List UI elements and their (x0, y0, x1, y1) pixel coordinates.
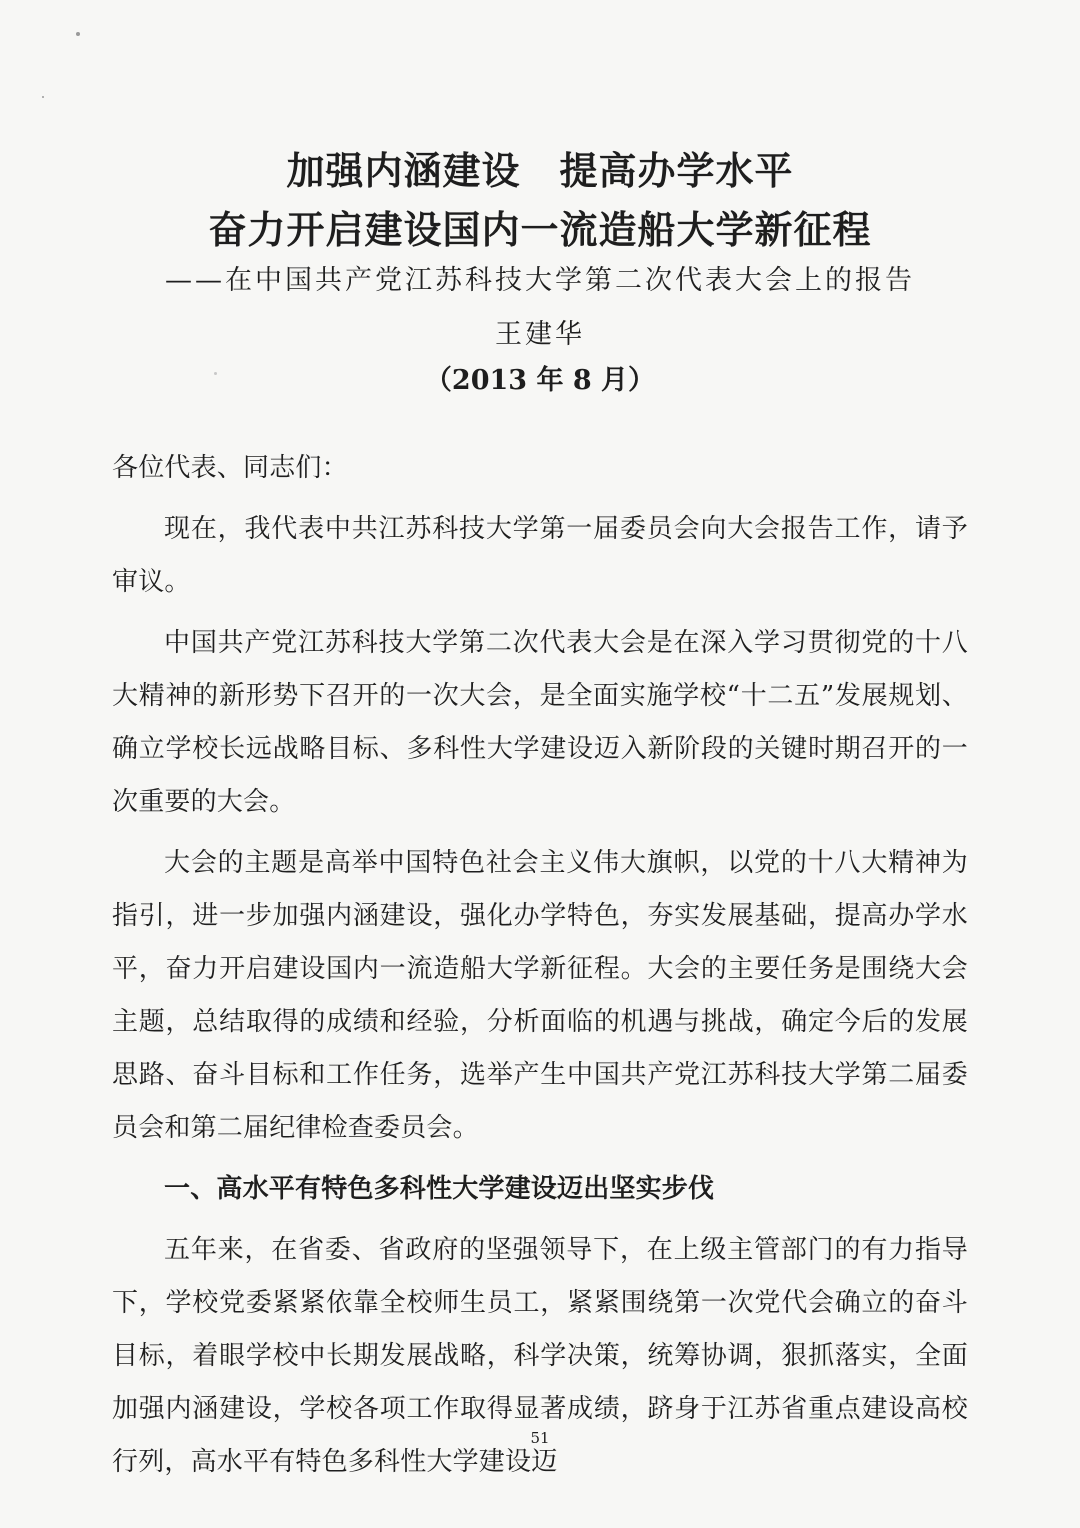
scan-speck (76, 32, 80, 36)
document-author: 王建华 (495, 319, 585, 350)
document-title-line-2: 奋力开启建设国内一流造船大学新征程 (208, 207, 872, 252)
document-title-line-1: 加强内涵建设 提高办学水平 (286, 148, 794, 193)
body-paragraph: 现在，我代表中共江苏科技大学第一届委员会向大会报告工作，请予审议。 (112, 514, 968, 597)
salutation: 各位代表、同志们： (112, 453, 348, 483)
section-heading: 一、高水平有特色多科性大学建设迈出坚实步伐 (164, 1174, 715, 1204)
body-paragraph: 大会的主题是高举中国特色社会主义伟大旗帜，以党的十八大精神为指引，进一步加强内涵建设，强化办学特色，夯实发展基础，提高办学水平，奋力开启建设国内一流造船大学新征程。大会的主要任务是围绕大会主题，总结取得的成绩和经验，分析面临的机遇与挑战，确定今后的发展思路、奋斗目标和工作任务，选举产生中国共产党江苏科技大学第二届委员会和第二届纪律检查委员会。 (112, 848, 968, 1143)
page-number: 51 (530, 1429, 550, 1447)
document-body (112, 442, 968, 1497)
body-paragraph: 中国共产党江苏科技大学第二次代表大会是在深入学习贯彻党的十八大精神的新形势下召开的一次大会，是全面实施学校“十二五”发展规划、确立学校长远战略目标、多科性大学建设迈入新阶段的关键时期召开的一次重要的大会。 (112, 628, 968, 817)
section-paragraph: 五年来，在省委、省政府的坚强领导下，在上级主管部门的有力指导下，学校党委紧紧依靠全校师生员工，紧紧围绕第一次党代会确立的奋斗目标，着眼学校中长期发展战略，科学决策，统筹协调，狠抓落实，全面加强内涵建设，学校各项工作取得显著成绩，跻身于江苏省重点建设高校行列，高水平有特色多科性大学建设迈 (112, 1235, 968, 1477)
document-subtitle: ——在中国共产党江苏科技大学第二次代表大会上的报告 (165, 265, 915, 296)
scan-speck (42, 96, 44, 98)
document-date: （2013 年 8 月） (424, 365, 656, 396)
